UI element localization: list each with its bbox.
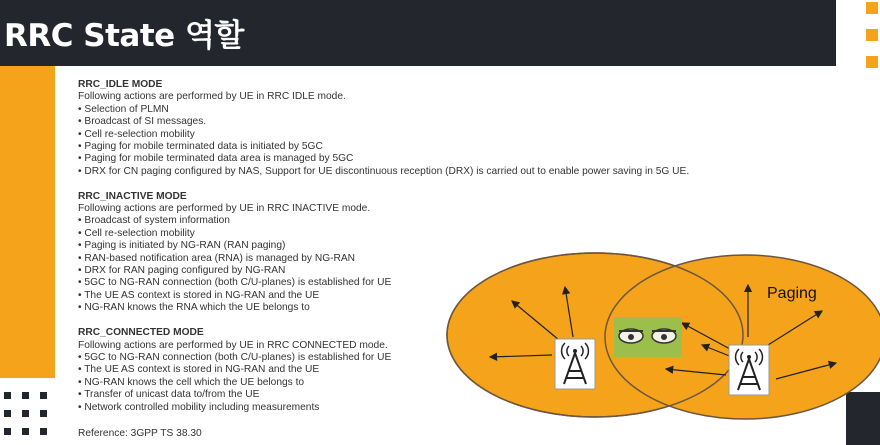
list-item: • Cell re-selection mobility [78, 227, 195, 239]
list-item: • RAN-based notification area (RNA) is managed by NG-RAN [78, 252, 356, 264]
list-item: • Selection of PLMN [78, 103, 169, 115]
decor-dot [22, 392, 29, 399]
decor-dot [4, 392, 11, 399]
section-intro: Following actions are performed by UE in RRC INACTIVE mode. [78, 203, 371, 215]
paging-label: Paging [767, 285, 817, 302]
list-item: • Paging for mobile terminated data is initiated by 5GC [78, 141, 323, 153]
decor-dot [40, 410, 47, 417]
list-item: • NG-RAN knows the RNA which the UE belongs to [78, 302, 310, 314]
list-item: • Transfer of unicast data to/from the UE [78, 389, 260, 401]
list-item: • Paging is initiated by NG-RAN (RAN paging) [78, 240, 286, 252]
list-item: • The UE AS context is stored in NG-RAN and the UE [78, 364, 320, 376]
decor-square [866, 29, 878, 41]
decor-square [866, 2, 878, 14]
paging-diagram [440, 245, 880, 445]
list-item: • Broadcast of SI messages. [78, 116, 207, 128]
list-item: • The UE AS context is stored in NG-RAN and the UE [78, 289, 320, 301]
decor-dot [40, 392, 47, 399]
section-heading: RRC_IDLE MODE [78, 79, 163, 90]
title-bar [0, 0, 836, 66]
decor-dot [22, 428, 29, 435]
left-accent-bar [0, 66, 55, 378]
section-intro: Following actions are performed by UE in RRC CONNECTED mode. [78, 339, 388, 351]
section-idle [78, 79, 758, 178]
section-intro: Following actions are performed by UE in RRC IDLE mode. [78, 91, 346, 103]
decor-dot [22, 410, 29, 417]
page-title: RRC State 역할 [4, 18, 244, 54]
list-item: • 5GC to NG-RAN connection (both C/U-planes) is established for UE [78, 351, 392, 363]
section-heading: RRC_CONNECTED MODE [78, 327, 204, 339]
decor-dot [4, 410, 11, 417]
eyes-icon [614, 317, 682, 357]
list-item: • Cell re-selection mobility [78, 128, 195, 140]
list-item: • Network controlled mobility including measurements [78, 401, 320, 413]
decor-square [866, 56, 878, 68]
list-item: • 5GC to NG-RAN connection (both C/U-planes) is established for UE [78, 277, 392, 289]
cell-tower-icon [555, 339, 595, 389]
cell-tower-icon [729, 345, 769, 395]
reference-text: Reference: 3GPP TS 38.30 [78, 427, 202, 439]
decor-dot [40, 428, 47, 435]
list-item: • DRX for RAN paging configured by NG-RAN [78, 265, 286, 277]
list-item: • Paging for mobile terminated data area is managed by 5GC [78, 153, 354, 165]
list-item: • NG-RAN knows the cell which the UE belongs to [78, 376, 305, 388]
decor-dot [4, 428, 11, 435]
list-item: • DRX for CN paging configured by NAS, Support for UE discontinuous reception (DRX) is carried out to enable power saving in 5G UE. [78, 165, 690, 177]
list-item: • Broadcast of system information [78, 215, 230, 227]
section-heading: RRC_INACTIVE MODE [78, 190, 187, 202]
